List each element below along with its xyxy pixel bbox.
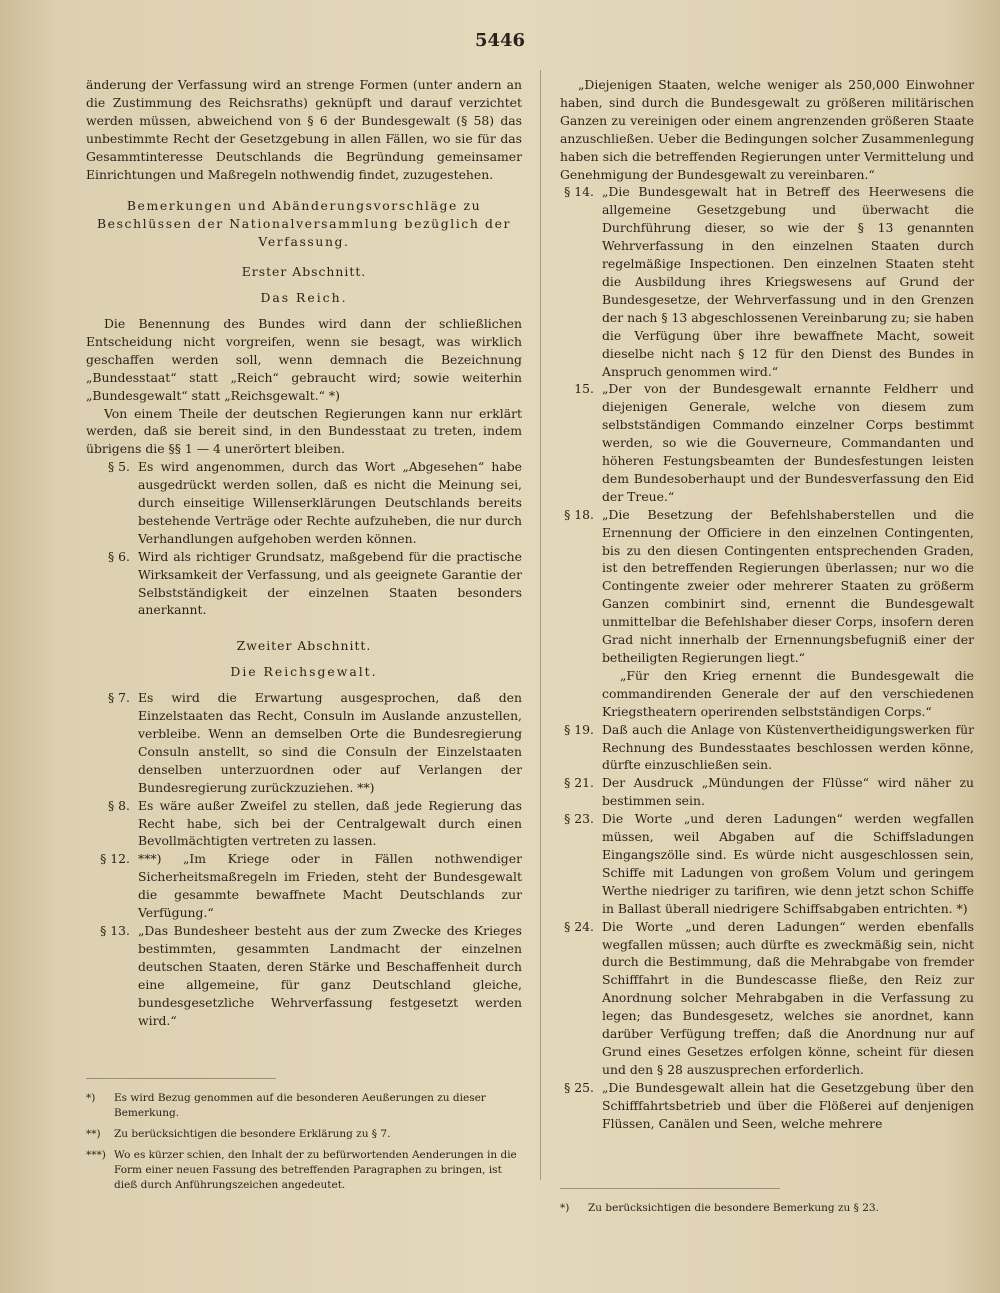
section-text: Es wird angenommen, durch das Wort „Abgesehen“ habe ausgedrückt werden sollen, daß es nicht die Meinung sei, durch einseitige Willenserklärungen Deutschlands bereits bestehende Verträge oder Rechte aufzuheben, die nur durch Verhandlungen aufgehoben werden können. [138, 459, 522, 546]
section2-title: Die Reichsgewalt. [230, 664, 378, 680]
section-number: § 18. [564, 506, 594, 522]
page-number: 5446 [474, 30, 526, 51]
section-number: § 8. [108, 797, 130, 813]
section-text: „Die Bundesgewalt hat in Betreff des Heerwesens die allgemeine Gesetzgebung und überwacht die Durchführung dieser, so wie der § 13 genannten Wehrverfassung in den einzelnen Staaten durch regelmäßige Inspectionen. Den einzelnen Staaten steht die Ausbildung ihres Kriegswesens auf Grund der Bundesgesetze, der Wehrverfassung und in den Grenzen der nach § 13 abgeschlossenen Vereinbarung zu; sie haben die Verfügung über ihre bewaffnete Macht, soweit dieselbe nicht nach § 12 für den Dienst des Bundes in Anspruch genommen wird.“ [602, 184, 974, 379]
section1-label: Erster Abschnitt. [241, 264, 367, 280]
paragraph-naming: Die Benennung des Bundes wird dann der schließlichen Entscheidung nicht vorgreifen, wenn sie besagt, was wirklich geschaffen werden soll, wenn demnach die Bezeichnung „Bundesstaat“ statt „Reich“ gebraucht wird; sowie weiterhin „Bundesgewalt“ statt „Reichsgewalt.“ *) [86, 315, 522, 403]
footnote-text: Wo es kürzer schien, den Inhalt der zu befürwortenden Aenderungen in die Form einer neuen Fassung des betreffenden Paragraphen zu bringen, ist dieß durch Anführungszeichen angedeutet. [114, 1149, 517, 1191]
section-number: § 5. [108, 459, 130, 475]
footnote-text: Zu berücksichtigen die besondere Bemerkung zu § 23. [588, 1202, 879, 1214]
right-column [560, 76, 974, 1132]
footnote-rule [560, 1188, 780, 1189]
paragraph-s6 [86, 548, 522, 620]
section-number: 15. [574, 381, 594, 397]
section-text: Daß auch die Anlage von Küstenvertheidigungswerken für Rechnung des Bundesstaates beschlossen werden könne, dürfte einzuschließen sein. [602, 721, 974, 773]
section-number: § 6. [108, 548, 130, 564]
paragraph-s12 [86, 850, 522, 922]
footnote [86, 1091, 522, 1121]
footnote-text: Es wird Bezug genommen auf die besonderen Aeußerungen zu dieser Bemerkung. [114, 1092, 486, 1119]
section-number: § 19. [564, 721, 594, 737]
column-divider [540, 70, 541, 1180]
footnote [560, 1201, 974, 1216]
section-text: Wird als richtiger Grundsatz, maßgebend für die practische Wirksamkeit der Verfassung, und als geeignete Garantie der Selbstständigkeit der einzelnen Staaten besonders anerkannt. [138, 548, 522, 618]
section-number: § 14. [564, 184, 594, 200]
footnote [86, 1127, 522, 1142]
paragraph-s18 [560, 506, 974, 667]
paragraph-s14 [560, 183, 974, 380]
footnote-text: Zu berücksichtigen die besondere Erklärung zu § 7. [114, 1128, 391, 1140]
right-footnotes [560, 1188, 974, 1222]
footnote-rule [86, 1078, 276, 1079]
paragraph-small-states: „Diejenigen Staaten, welche weniger als 250,000 Einwohner haben, sind durch die Bundesgewalt zu größeren militärischen Ganzen zu vereinigen oder einem angrenzenden größeren Staate anzuschließen. Ueber die Bedingungen solcher Zusammenlegung haben sich die betreffenden Regierungen unter Vermittelung und Genehmigung der Bundesgewalt zu vereinbaren.“ [560, 77, 974, 182]
section2-label: Zweiter Abschnitt. [236, 638, 372, 654]
section-text: Es wird die Erwartung ausgesprochen, daß den Einzelstaaten das Recht, Consuln im Auslande anzustellen, verbleibe. Wenn an demselben Orte die Bundesregierung Consuln anstellt, so sind die Consuln der Einzelstaaten denselben unterzuordnen oder auf Verlangen der Bundesregierung zurückzuziehen. **) [138, 690, 522, 795]
footnote-mark: *) [560, 1202, 570, 1214]
footnote [86, 1148, 522, 1193]
paragraph-s5 [86, 458, 522, 548]
paragraph-s13 [86, 922, 522, 1029]
paragraph-s23 [560, 810, 974, 917]
section1-title: Das Reich. [260, 290, 348, 306]
section-text: „Die Bundesgewalt allein hat die Gesetzgebung über den Schifffahrtsbetrieb und über die Flößerei auf denjenigen Flüssen, Canälen und Seen, welche mehrere [602, 1079, 974, 1131]
section-text: ***) „Im Kriege oder in Fällen nothwendiger Sicherheitsmaßregeln im Frieden, steht der Bundesgewalt die gesammte bewaffnete Macht Deutschlands zur Verfügung.“ [138, 851, 522, 921]
section-text: Es wäre außer Zweifel zu stellen, daß jede Regierung das Recht habe, sich bei der Centralgewalt durch einen Bevollmächtigten vertreten zu lassen. [138, 797, 522, 849]
section-number: § 13. [100, 922, 130, 938]
footnote-mark: ***) [86, 1149, 106, 1161]
paragraph-s19 [560, 721, 974, 775]
paragraph-governments: Von einem Theile der deutschen Regierungen kann nur erklärt werden, daß sie bereit sind, in den Bundesstaat zu treten, indem übrigens die §§ 1 — 4 unerörtert bleiben. [86, 405, 522, 457]
section-text: Der Ausdruck „Mündungen der Flüsse“ wird näher zu bestimmen sein. [602, 775, 974, 809]
left-footnotes [86, 1078, 522, 1199]
section-heading: Bemerkungen und Abänderungsvorschläge zu Beschlüssen der Nationalversammlung bezüglich der Verfassung. [96, 198, 512, 250]
footnote-mark: **) [86, 1128, 101, 1140]
intro-paragraph: änderung der Verfassung wird an strenge Formen (unter andern an die Zustimmung des Reichsraths) geknüpft und darauf verzichtet werden müssen, abweichend von § 6 der Bundesgewalt (§ 58) das unbestimmte Recht der Gesetzgebung in allen Fällen, wo sie für das Gesammtinteresse Deutschlands die Begründung gemeinsamer Einrichtungen und Maßregeln nothwendig findet, zuzugestehen. [86, 77, 522, 182]
section-text: „Die Besetzung der Befehlshaberstellen und die Ernennung der Officiere in den einzelnen Contingenten, bis zu den diesen Contingenten entsprechenden Graden, ist den betreffenden Regierungen überlassen; nur wo die Contingente zweier oder mehrerer Staaten zu größerm Ganzen combinirt sind, ernennt die Bundesgewalt unmittelbar die Befehlshaber dieser Corps, insofern deren Grad nicht innerhalb der Ernennungsbefugniß einer der betheiligten Regierungen liegt.“ [602, 506, 974, 665]
paragraph-s24 [560, 918, 974, 1079]
section-text: Die Worte „und deren Ladungen“ werden ebenfalls wegfallen müssen; auch dürfte es zweckmäßig sein, nicht durch die Bestimmung, daß die Mehrabgabe von fremder Schifffahrt in die Bundescasse fließe, den Reiz zur Anordnung solcher Mehrabgaben in die Verfassung zu legen; das Bundesgesetz, welches sie anordnet, kann darüber Verfügung treffen; daß die Anordnung nur auf Grund eines Gesetzes erfolgen könne, scheint für diesen und den § 28 auszusprechen erforderlich. [602, 918, 974, 1077]
paragraph-s18-war: „Für den Krieg ernennt die Bundesgewalt die commandirenden Generale der auf den verschiedenen Kriegstheatern operirenden selbstständigen Corps.“ [602, 667, 974, 719]
paragraph-s25 [560, 1079, 974, 1133]
footnote-mark: *) [86, 1092, 96, 1104]
paragraph-s7 [86, 689, 522, 796]
section-number: § 12. [100, 851, 130, 867]
section-number: § 24. [564, 918, 594, 934]
section-number: § 7. [108, 690, 130, 706]
paragraph-s8 [86, 797, 522, 851]
paragraph-s21 [560, 774, 974, 810]
section-number: § 21. [564, 775, 594, 791]
section-number: § 25. [564, 1079, 594, 1095]
section-text: „Der von der Bundesgewalt ernannte Feldherr und diejenigen Generale, welche von diesem zum selbstständigen Commando einzelner Corps bestimmt werden, so wie die Gouverneure, Commandanten und höheren Festungsbeamten der Bundesfestungen leisten dem Bundesoberhaupt und der Bundesverfassung den Eid der Treue.“ [602, 381, 974, 504]
left-column [86, 76, 522, 1029]
section-text: „Das Bundesheer besteht aus der zum Zwecke des Krieges bestimmten, gesammten Landmacht der einzelnen deutschen Staaten, deren Stärke und Beschaffenheit durch eine allgemeine, für ganz Deutschland gleiche, bundesgesetzliche Wehrverfassung festgesetzt werden wird.“ [138, 922, 522, 1028]
paragraph-s15 [560, 380, 974, 505]
section-text: Die Worte „und deren Ladungen“ werden wegfallen müssen, weil Abgaben auf die Schiffsladungen Eingangszölle sind. Es würde nicht ausgeschlossen sein, Schiffe mit Ladungen von großem Volum und geringem Werthe niedriger zu tarifiren, wie denn jetzt schon Schiffe in Ballast überall niedrigere Schiffsabgaben entrichten. *) [602, 811, 974, 916]
section-number: § 23. [564, 811, 594, 827]
